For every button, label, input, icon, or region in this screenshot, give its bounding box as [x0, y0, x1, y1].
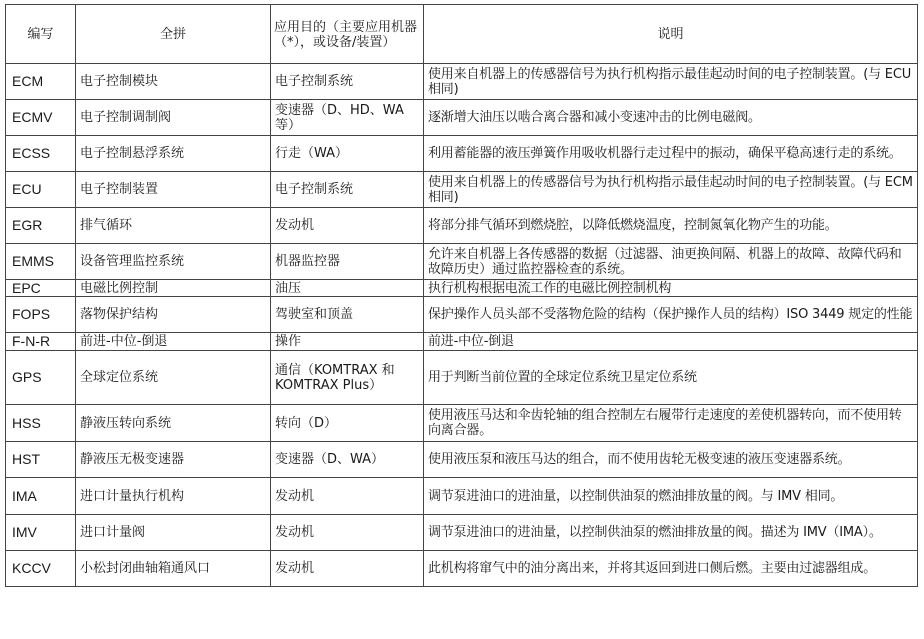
header-row: [6, 5, 918, 64]
cell-full-name: 静液压无极变速器: [76, 442, 271, 478]
table-row: [6, 478, 918, 515]
cell-full-name: 进口计量阀: [76, 515, 271, 551]
table-row: [6, 515, 918, 551]
cell-abbreviation: EGR: [6, 208, 76, 244]
cell-purpose: 电子控制系统: [271, 64, 424, 100]
cell-full-name: 电子控制模块: [76, 64, 271, 100]
table-row: [6, 100, 918, 136]
cell-full-name: 全球定位系统: [76, 351, 271, 405]
table-row: [6, 244, 918, 280]
cell-abbreviation: EPC: [6, 280, 76, 297]
cell-purpose: 发动机: [271, 551, 424, 587]
cell-full-name: 电子控制调制阀: [76, 100, 271, 136]
table-row: [6, 442, 918, 478]
cell-purpose: 操作: [271, 333, 424, 351]
table-row: [6, 333, 918, 351]
table-row: [6, 351, 918, 405]
cell-description: 将部分排气循环到燃烧腔，以降低燃烧温度，控制氮氧化物产生的功能。: [424, 208, 918, 244]
cell-purpose: 电子控制系统: [271, 172, 424, 208]
header-purpose: 应用目的（主要应用机器（*），或设备/装置）: [271, 5, 424, 64]
cell-purpose: 行走（WA）: [271, 136, 424, 172]
header-description: 说明: [424, 5, 918, 64]
table-row: [6, 297, 918, 333]
table-row: [6, 551, 918, 587]
cell-purpose: 机器监控器: [271, 244, 424, 280]
table-row: [6, 405, 918, 442]
cell-purpose: 变速器（D、WA）: [271, 442, 424, 478]
cell-purpose: 驾驶室和顶盖: [271, 297, 424, 333]
cell-description: 使用液压马达和伞齿轮轴的组合控制左右履带行走速度的差使机器转向，而不使用转向离合器。: [424, 405, 918, 442]
cell-description: 使用液压泵和液压马达的组合，而不使用齿轮无极变速的液压变速器系统。: [424, 442, 918, 478]
cell-description: 前进-中位-倒退: [424, 333, 918, 351]
cell-description: 用于判断当前位置的全球定位系统卫星定位系统: [424, 351, 918, 405]
cell-full-name: 静液压转向系统: [76, 405, 271, 442]
cell-abbreviation: KCCV: [6, 551, 76, 587]
table-row: [6, 280, 918, 297]
table-body: [6, 64, 918, 587]
cell-description: 执行机构根据电流工作的电磁比例控制机构: [424, 280, 918, 297]
cell-purpose: 变速器（D、HD、WA 等）: [271, 100, 424, 136]
table-row: [6, 64, 918, 100]
cell-purpose: 发动机: [271, 515, 424, 551]
abbreviation-glossary-table: [5, 4, 918, 587]
cell-description: 调节泵进油口的进油量，以控制供油泵的燃油排放量的阀。描述为 IMV（IMA）。: [424, 515, 918, 551]
cell-abbreviation: HSS: [6, 405, 76, 442]
cell-abbreviation: ECM: [6, 64, 76, 100]
cell-description: 使用来自机器上的传感器信号为执行机构指示最佳起动时间的电子控制装置。(与 ECU 相同): [424, 64, 918, 100]
cell-full-name: 小松封闭曲轴箱通风口: [76, 551, 271, 587]
table-row: [6, 208, 918, 244]
cell-full-name: 排气循环: [76, 208, 271, 244]
cell-abbreviation: F-N-R: [6, 333, 76, 351]
cell-full-name: 电子控制装置: [76, 172, 271, 208]
cell-purpose: 通信（KOMTRAX 和 KOMTRAX Plus）: [271, 351, 424, 405]
cell-description: 此机构将窜气中的油分离出来，并将其返回到进口侧后燃。主要由过滤器组成。: [424, 551, 918, 587]
cell-abbreviation: IMA: [6, 478, 76, 515]
table-row: [6, 172, 918, 208]
cell-abbreviation: ECSS: [6, 136, 76, 172]
cell-abbreviation: ECMV: [6, 100, 76, 136]
cell-purpose: 发动机: [271, 208, 424, 244]
table-header: [6, 5, 918, 64]
cell-abbreviation: GPS: [6, 351, 76, 405]
cell-purpose: 发动机: [271, 478, 424, 515]
header-full-name: 全拼: [76, 5, 271, 64]
cell-abbreviation: ECU: [6, 172, 76, 208]
cell-full-name: 设备管理监控系统: [76, 244, 271, 280]
cell-description: 利用蓄能器的液压弹簧作用吸收机器行走过程中的振动，确保平稳高速行走的系统。: [424, 136, 918, 172]
table-row: [6, 136, 918, 172]
cell-full-name: 进口计量执行机构: [76, 478, 271, 515]
cell-purpose: 油压: [271, 280, 424, 297]
cell-full-name: 电磁比例控制: [76, 280, 271, 297]
cell-full-name: 电子控制悬浮系统: [76, 136, 271, 172]
glossary-table-container: [5, 4, 918, 587]
cell-full-name: 落物保护结构: [76, 297, 271, 333]
cell-purpose: 转向（D）: [271, 405, 424, 442]
cell-description: 允许来自机器上各传感器的数据（过滤器、油更换间隔、机器上的故障、故障代码和故障历史）通过监控器检查的系统。: [424, 244, 918, 280]
cell-description: 保护操作人员头部不受落物危险的结构（保护操作人员的结构）ISO 3449 规定的性能: [424, 297, 918, 333]
cell-full-name: 前进-中位-倒退: [76, 333, 271, 351]
cell-description: 调节泵进油口的进油量，以控制供油泵的燃油排放量的阀。与 IMV 相同。: [424, 478, 918, 515]
cell-description: 逐渐增大油压以啮合离合器和减小变速冲击的比例电磁阀。: [424, 100, 918, 136]
cell-abbreviation: EMMS: [6, 244, 76, 280]
cell-abbreviation: FOPS: [6, 297, 76, 333]
cell-description: 使用来自机器上的传感器信号为执行机构指示最佳起动时间的电子控制装置。(与 ECM 相同): [424, 172, 918, 208]
cell-abbreviation: HST: [6, 442, 76, 478]
header-abbreviation: 编写: [6, 5, 76, 64]
cell-abbreviation: IMV: [6, 515, 76, 551]
